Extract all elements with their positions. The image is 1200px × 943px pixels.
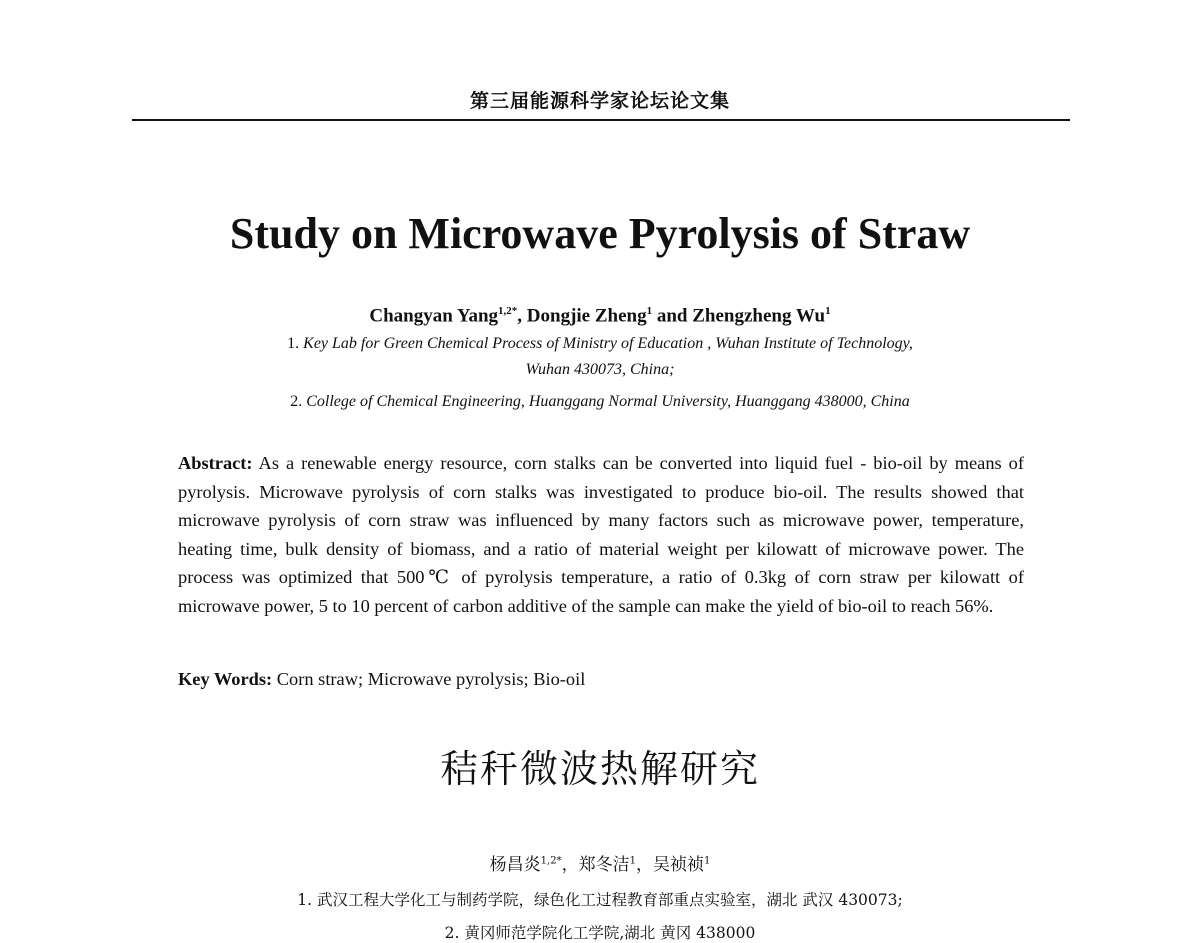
affiliation-number: 1. — [287, 335, 300, 352]
chinese-author-list — [0, 850, 1200, 875]
affiliation-2 — [0, 393, 1200, 411]
chinese-affiliation-1: 1. 武汉工程大学化工与制药学院，绿色化工过程教育部重点实验室，湖北 武汉 430073; — [297, 891, 903, 909]
author-list — [0, 305, 1200, 327]
author-separator: ， — [635, 855, 653, 875]
affiliation-1-continued: Wuhan 430073, China; — [525, 361, 675, 378]
affiliation-1 — [0, 335, 1200, 353]
author-superscript: 1 — [825, 305, 831, 317]
keywords-label: Key Words: — [178, 669, 273, 689]
abstract-label: Abstract: — [178, 453, 253, 473]
author-name: Zhengzheng Wu — [692, 305, 826, 327]
author-separator: ， — [561, 855, 579, 875]
affiliation-number: 2. — [290, 393, 303, 410]
author-separator: , — [517, 305, 527, 327]
affiliation-text: Key Lab for Green Chemical Process of Ministry of Education , Wuhan Institute of Technology, — [303, 335, 913, 352]
affiliation-text: College of Chemical Engineering, Huanggang Normal University, Huanggang 438000, China — [306, 393, 910, 410]
author-name: 郑冬洁 — [578, 855, 630, 875]
abstract-text: As a renewable energy resource, corn stalks can be converted into liquid fuel - bio-oil by means of pyrolysis. Microwave pyrolysis of corn stalks was investigated to produce bio-oil. The results showed that microwave pyrolysis of corn straw was influenced by many factors such as microwave power, temperature, heating time, bulk density of biomass, and a ratio of material weight per kilowatt of microwave power. The process was optimized that 500℃ of pyrolysis temperature, a ratio of 0.3kg of corn straw per kilowatt of microwave power, 5 to 10 percent of carbon additive of the sample can make the yield of bio-oil to reach 56%. — [178, 453, 1024, 616]
chinese-affiliation-2: 2. 黄冈师范学院化工学院,湖北 黄冈 438000 — [444, 924, 756, 942]
paper-title: Study on Microwave Pyrolysis of Straw — [229, 209, 971, 258]
author-name: 吴祯祯 — [652, 855, 704, 875]
proceedings-header: 第三届能源科学家论坛论文集 — [469, 90, 730, 112]
author-name: 杨昌炎 — [489, 855, 541, 875]
author-superscript: 1 — [646, 305, 653, 317]
keywords — [178, 665, 1024, 693]
keywords-text: Corn straw; Microwave pyrolysis; Bio-oil — [276, 669, 586, 689]
author-superscript: 1 — [629, 855, 636, 867]
author-name: Dongjie Zheng — [526, 305, 647, 327]
author-name: Changyan Yang — [369, 305, 499, 327]
header-rule — [132, 119, 1070, 121]
abstract — [178, 449, 1024, 620]
author-superscript: 1 — [703, 855, 711, 867]
author-superscript: 1,2* — [498, 305, 518, 317]
chinese-title: 秸秆微波热解研究 — [439, 747, 760, 791]
author-superscript: 1,2* — [540, 855, 562, 867]
author-separator: and — [652, 305, 693, 327]
